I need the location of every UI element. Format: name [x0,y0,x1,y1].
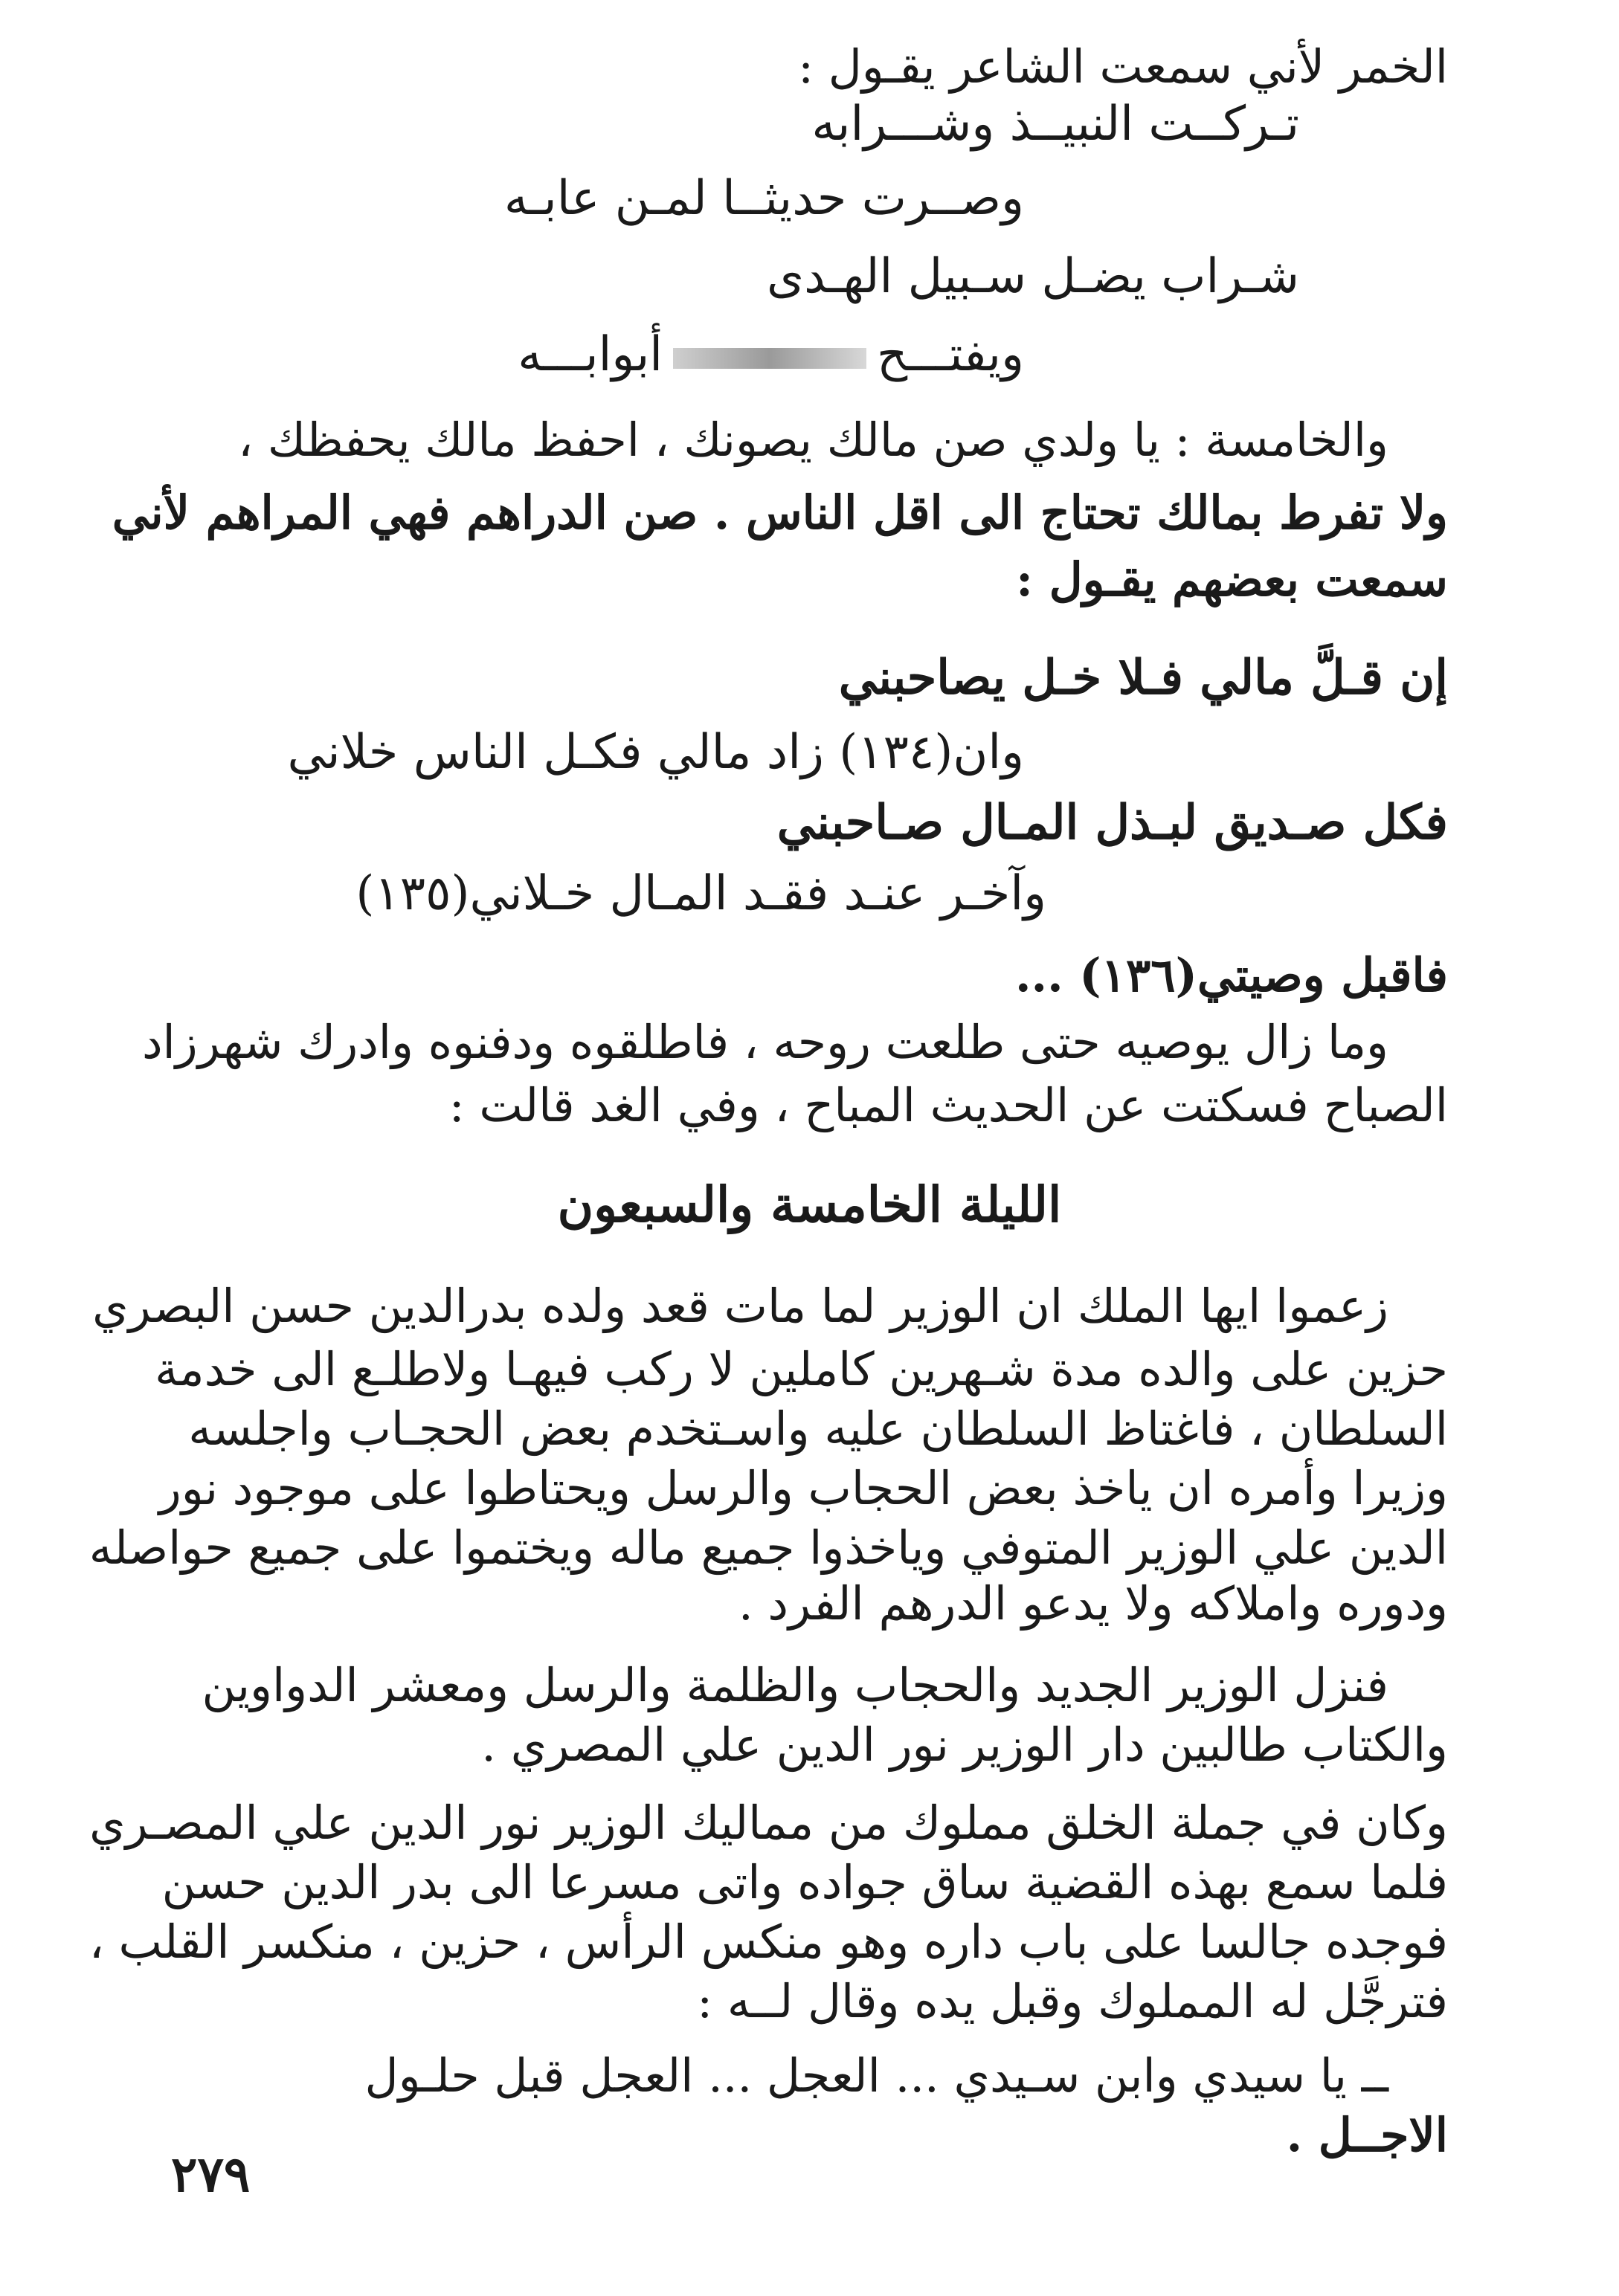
verse-line: فكل صـديق لبـذل المـال صـاحبني [776,795,1448,851]
verse-line: وصــرت حديثــا لمـن عابـه [503,171,1024,226]
text-line: ــ يا سيدي وابن سـيدي ... العجل ... العجل قبل حلـول [364,2048,1388,2103]
text-line: الاجــل . [1286,2108,1448,2162]
text-line: وكان في جملة الخلق مملوك من مماليك الوزير نور الدين علي المصـري [89,1796,1448,1850]
text-line: الصباح فسكتت عن الحديث المباح ، وفي الغد قالت : [448,1078,1448,1132]
text-line: فترجَّل له المملوك وقبل يده وقال لــه : [697,1974,1448,2028]
text-line: وما زال يوصيه حتى طلعت روحه ، فاطلقوه ودفنوه وادرك شهرزاد [141,1015,1388,1069]
text-line: وزيرا وأمره ان ياخذ بعض الحجاب والرسل ويحتاطوا على موجود نور [158,1461,1448,1515]
text-line: فاقبل وصيتي(١٣٦) ... [1014,948,1448,1002]
text-line: ولا تفرط بمالك تحتاج الى اقل الناس . صن الدراهم فهي المراهم لأني [112,486,1448,540]
verse-line: وآخـر عنـد فقـد المـال خـلاني(١٣٥) [355,866,1046,921]
verse-line [518,323,1024,386]
smudge-mark [673,348,866,369]
verse-line: وان(١٣٤) زاد مالي فكـل الناس خلاني [287,725,1024,780]
text-line: فوجده جالسا على باب داره وهو منكس الرأس ، حزين ، منكسر القلب ، [88,1915,1448,1969]
text-line: ودوره واملاكه ولا يدعو الدرهم الفرد . [738,1576,1448,1631]
text-line: الدين علي الوزير المتوفي وياخذوا جميع ماله ويختموا على جميع حواصله [88,1521,1448,1575]
verse-line: إن قـلَّ مالي فـلا خـل يصاحبني [838,650,1448,706]
text-line: والكتاب طالبين دار الوزير نور الدين علي المصري . [481,1718,1448,1772]
verse-word: أبوابـــه [518,327,663,382]
text-line: فلما سمع بهذه القضية ساق جواده واتى مسرعا الى بدر الدين حسن [161,1855,1448,1909]
text-line: زعموا ايها الملك ان الوزير لما مات قعد ولده بدرالدين حسن البصري [92,1279,1388,1333]
verse-word: ويفتـــح [877,327,1024,382]
verse-line: شـراب يضـل سـبيل الهـدى [767,249,1299,304]
text-line: والخامسة : يا ولدي صن مالك يصونك ، احفظ مالك يحفظك ، [238,413,1388,467]
text-line: السلطان ، فاغتاظ السلطان عليه واسـتخدم بعض الحجـاب واجلسه [188,1402,1448,1456]
chapter-heading: الليلة الخامسة والسبعون [557,1176,1062,1234]
text-line: حزين على والده مدة شـهرين كاملين لا ركب فيهـا ولاطلـع الى خدمة [155,1342,1448,1396]
verse-line: تـركــت النبيــذ وشـــرابه [811,97,1299,152]
text-line: الخمر لأني سمعت الشاعر يقـول : [798,39,1448,94]
text-line: سمعت بعضهم يقـول : [1016,552,1448,607]
page-number: ٢٧٩ [171,2145,251,2203]
text-line: فنزل الوزير الجديد والحجاب والظلمة والرسل ومعشر الدواوين [202,1658,1388,1712]
